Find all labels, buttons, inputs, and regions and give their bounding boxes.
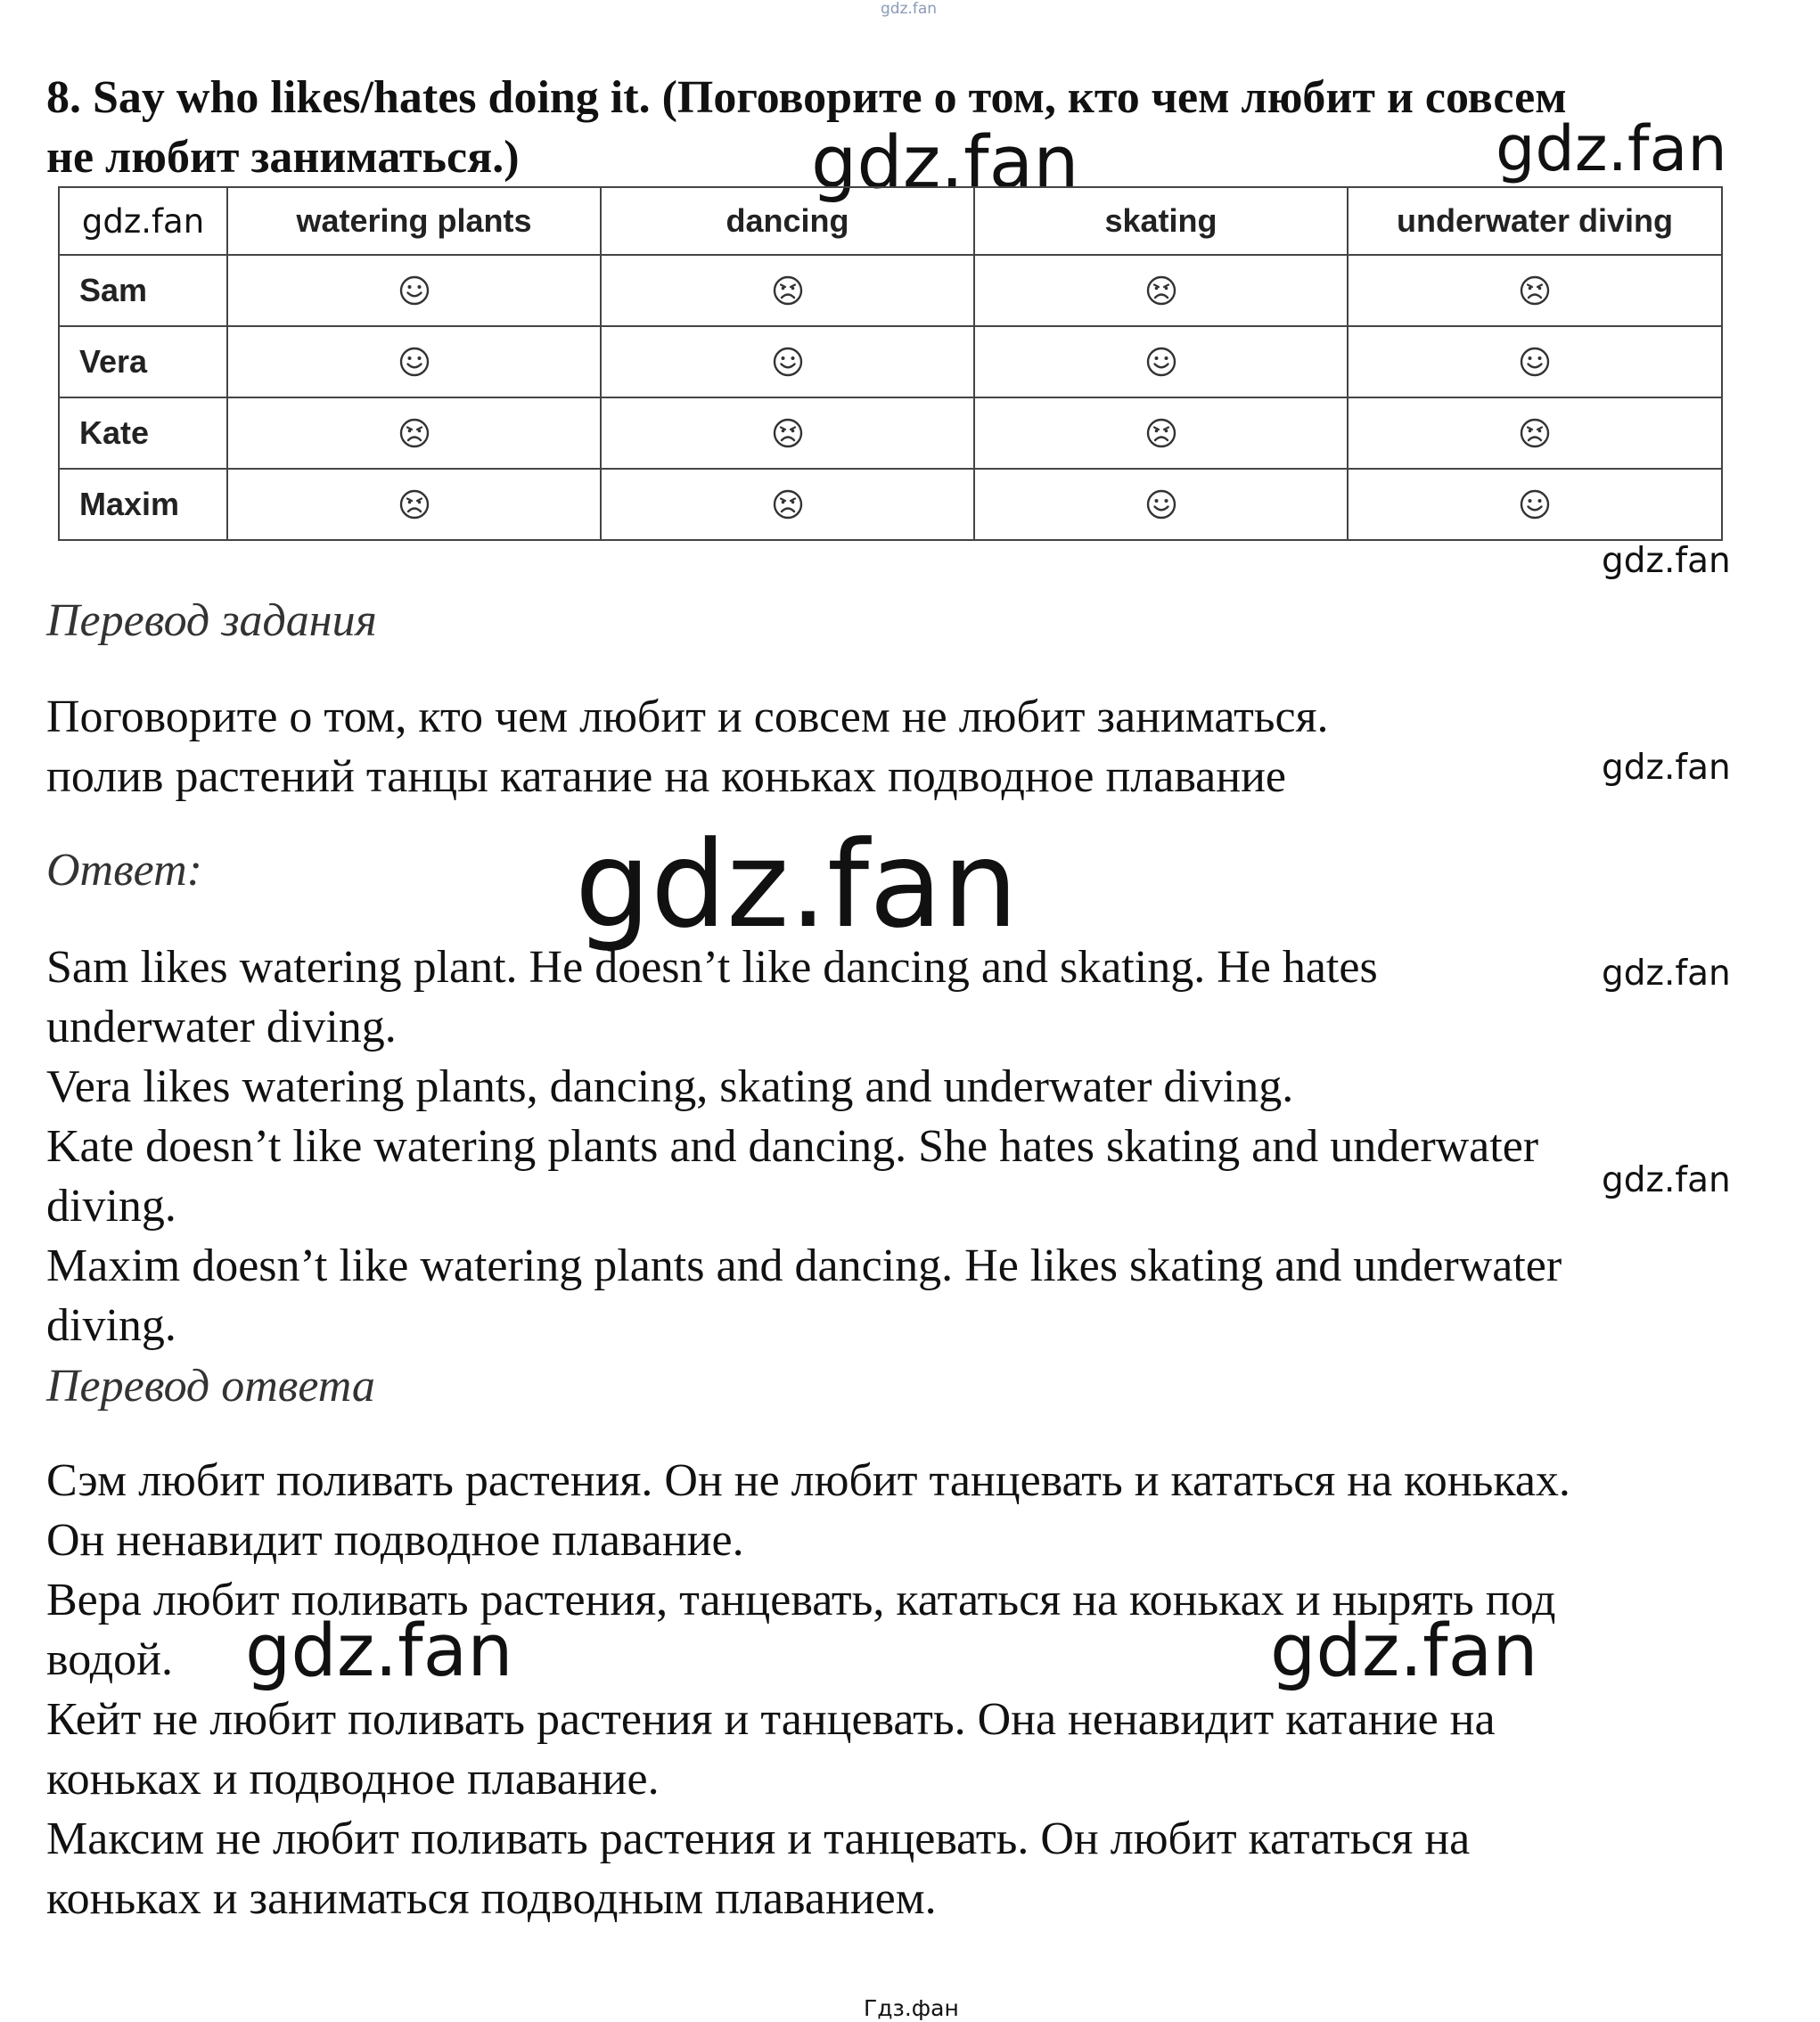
row-name: Maxim <box>59 469 227 540</box>
task-translation-heading: Перевод задания <box>46 595 377 646</box>
smile-icon <box>398 346 430 378</box>
table-cell <box>227 326 601 397</box>
answer-translation-line: коньках и подводное плавание. <box>46 1754 660 1805</box>
frown-icon <box>398 417 430 449</box>
answer-text <box>46 937 1793 1355</box>
table-cell <box>974 397 1348 469</box>
column-header: watering plants <box>227 187 601 255</box>
table-cell <box>974 469 1348 540</box>
table-cell <box>227 255 601 326</box>
table-row <box>59 255 1722 326</box>
watermark-title-right: gdz.fan <box>1496 112 1727 185</box>
table-cell <box>1348 469 1722 540</box>
watermark-translation-right: gdz.fan <box>1602 748 1731 788</box>
task-translation <box>46 591 1793 806</box>
frown-icon <box>398 488 430 520</box>
answer-translation-heading: Перевод ответа <box>46 1361 375 1412</box>
answer-line: Maxim doesn’t like watering plants and dancing. He likes skating and underwater <box>46 1240 1562 1291</box>
frown-icon <box>1145 274 1177 307</box>
answer-translation-line: водой. <box>46 1634 173 1685</box>
table-cell <box>601 397 974 469</box>
answer-translation-line: коньках и заниматься подводным плаванием. <box>46 1873 937 1924</box>
task-translation-line: полив растений танцы катание на коньках подводное плавание <box>46 751 1286 802</box>
table-cell <box>601 469 974 540</box>
frown-icon <box>1519 274 1551 307</box>
table-cell <box>1348 255 1722 326</box>
frown-icon <box>772 274 804 307</box>
task-title-line-1: 8. Say who likes/hates doing it. (Поговорите о том, кто чем любит и совсем <box>46 72 1567 123</box>
table-cell <box>601 326 974 397</box>
watermark-translation-right-big: gdz.fan <box>1270 1609 1538 1693</box>
task-translation-line: Поговорите о том, кто чем любит и совсем не любит заниматься. <box>46 692 1329 742</box>
table-cell <box>1348 397 1722 469</box>
answer-translation-line: Кейт не любит поливать растения и танцевать. Она ненавидит катание на <box>46 1694 1496 1745</box>
watermark-answer-right-1: gdz.fan <box>1602 954 1731 994</box>
table-cell <box>974 326 1348 397</box>
table-cell <box>227 469 601 540</box>
table-cell <box>601 255 974 326</box>
column-header: skating <box>974 187 1348 255</box>
watermark-answer-center: gdz.fan <box>575 815 1019 954</box>
column-header: underwater diving <box>1348 187 1722 255</box>
row-name: Sam <box>59 255 227 326</box>
answer-heading: Ответ: <box>46 845 202 896</box>
smile-icon <box>1519 346 1551 378</box>
smile-icon <box>1145 488 1177 520</box>
answer-translation-line: Вера любит поливать растения, танцевать, кататься на коньках и нырять под <box>46 1575 1556 1625</box>
watermark-top: gdz.fan <box>881 0 938 18</box>
smile-icon <box>398 274 430 307</box>
frown-icon <box>772 417 804 449</box>
frown-icon <box>772 488 804 520</box>
frown-icon <box>1145 417 1177 449</box>
likes-table <box>58 186 1721 541</box>
table-row <box>59 469 1722 540</box>
table-cell <box>227 397 601 469</box>
answer-line: diving. <box>46 1300 176 1351</box>
row-name: Vera <box>59 326 227 397</box>
answer-translation-line: Максим не любит поливать растения и танцевать. Он любит кататься на <box>46 1813 1471 1864</box>
smile-icon <box>772 346 804 378</box>
answer-line: Kate doesn’t like watering plants and dancing. She hates skating and underwater <box>46 1121 1539 1172</box>
answer-translation-line: Он ненавидит подводное плавание. <box>46 1515 744 1566</box>
table-header-row <box>59 187 1722 255</box>
table-cell <box>1348 326 1722 397</box>
column-header: dancing <box>601 187 974 255</box>
smile-icon <box>1145 346 1177 378</box>
table-row <box>59 326 1722 397</box>
table-cell <box>974 255 1348 326</box>
task-title-line-2: не любит заниматься.) <box>46 132 520 183</box>
row-name: Kate <box>59 397 227 469</box>
table-corner-label: gdz.fan <box>59 187 227 255</box>
watermark-translation-left: gdz.fan <box>245 1609 513 1693</box>
watermark-below-table: gdz.fan <box>1602 541 1731 581</box>
answer-line: Vera likes watering plants, dancing, skating and underwater diving. <box>46 1061 1294 1112</box>
frown-icon <box>1519 417 1551 449</box>
answer-translation-line: Сэм любит поливать растения. Он не любит танцевать и кататься на коньках. <box>46 1455 1570 1506</box>
answer-line: diving. <box>46 1181 176 1232</box>
footer-watermark: Гдз.фан <box>864 1995 959 2021</box>
smile-icon <box>1519 488 1551 520</box>
answer-translation-heading-block <box>46 1356 1793 1416</box>
answer-line: Sam likes watering plant. He doesn’t like dancing and skating. He hates <box>46 942 1378 993</box>
watermark-answer-right-2: gdz.fan <box>1602 1160 1731 1200</box>
watermark-title-center: gdz.fan <box>811 121 1079 205</box>
answer-line: underwater diving. <box>46 1002 397 1052</box>
table-row <box>59 397 1722 469</box>
